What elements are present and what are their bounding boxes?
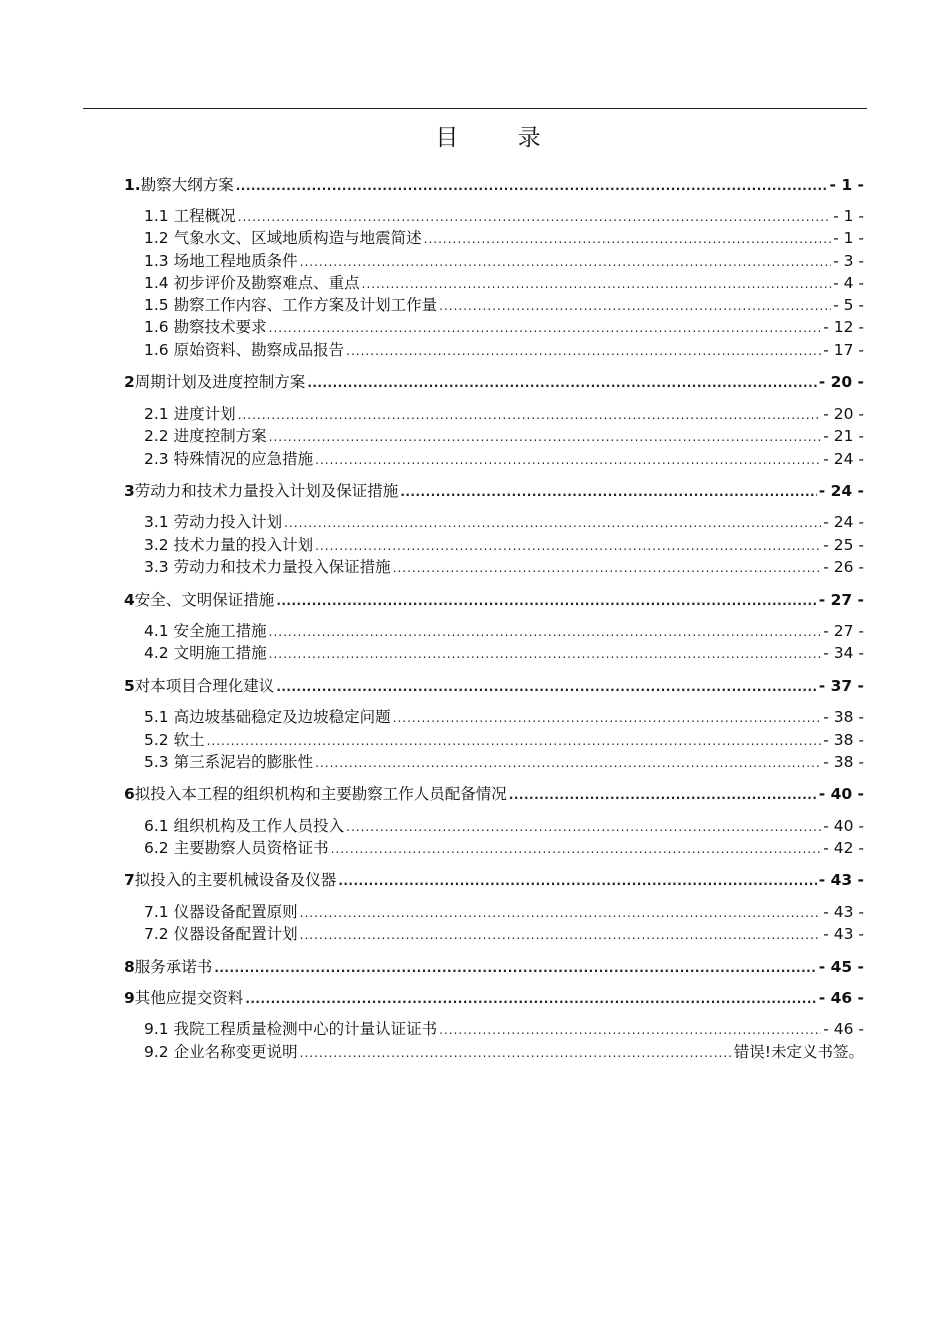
toc-entry[interactable]: 9.2 企业名称变更说明 ..... 错误!未定义书签。 — [144, 1041, 864, 1063]
toc-entry[interactable]: 4 安全、文明保证措施 ..... - 27 - — [124, 589, 864, 611]
toc-entry[interactable]: 5.3 第三系泥岩的膨胀性 ..... - 38 - — [144, 751, 864, 773]
toc-entry[interactable]: 1. 勘察大纲方案 ..... - 1 - — [124, 174, 864, 196]
toc-entry[interactable]: 8 服务承诺书 ..... - 45 - — [124, 956, 864, 978]
toc-entry[interactable]: 6.2 主要勘察人员资格证书 ..... - 42 - — [144, 837, 864, 859]
toc-entry[interactable]: 7.2 仪器设备配置计划 ..... - 43 - — [144, 923, 864, 945]
toc-entry[interactable]: 3 劳动力和技术力量投入计划及保证措施 ..... - 24 - — [124, 480, 864, 502]
toc-entry[interactable]: 5 对本项目合理化建议 ..... - 37 - — [124, 675, 864, 697]
toc-entry[interactable]: 3.1 劳动力投入计划 ..... - 24 - — [144, 511, 864, 533]
toc-entry[interactable]: 9.1 我院工程质量检测中心的计量认证证书 ..... - 46 - — [144, 1018, 864, 1040]
toc-entry[interactable]: 4.1 安全施工措施 ..... - 27 - — [144, 620, 864, 642]
toc-entry[interactable]: 9 其他应提交资料 ..... - 46 - — [124, 987, 864, 1009]
toc-entry[interactable]: 7.1 仪器设备配置原则 ..... - 43 - — [144, 901, 864, 923]
toc-entry[interactable]: 5.2 软土 ..... - 38 - — [144, 729, 864, 751]
toc-entry[interactable]: 1.6 勘察技术要求 ..... - 12 - — [144, 316, 864, 338]
toc-entry[interactable]: 1.5 勘察工作内容、工作方案及计划工作量 ..... - 5 - — [144, 294, 864, 316]
toc-entry[interactable]: 1.1 工程概况 ..... - 1 - — [144, 205, 864, 227]
toc-entry[interactable]: 2.3 特殊情况的应急措施 ..... - 24 - — [144, 448, 864, 470]
toc-entry[interactable]: 1.6 原始资料、勘察成品报告 ..... - 17 - — [144, 339, 864, 361]
toc-entry[interactable]: 7 拟投入的主要机械设备及仪器 ..... - 43 - — [124, 869, 864, 891]
toc-entry[interactable]: 6 拟投入本工程的组织机构和主要勘察工作人员配备情况 ..... - 40 - — [124, 783, 864, 805]
toc-entry[interactable]: 2.1 进度计划 ..... - 20 - — [144, 403, 864, 425]
toc-entry[interactable]: 1.3 场地工程地质条件 ..... - 3 - — [144, 250, 864, 272]
toc-entry[interactable]: 3.3 劳动力和技术力量投入保证措施 ..... - 26 - — [144, 556, 864, 578]
header-rule — [83, 108, 867, 109]
toc-entry[interactable]: 1.2 气象水文、区域地质构造与地震简述 ..... - 1 - — [144, 227, 864, 249]
toc-entry[interactable]: 1.4 初步评价及勘察难点、重点 ..... - 4 - — [144, 272, 864, 294]
toc-title: 目 录 — [435, 125, 567, 151]
toc-entry[interactable]: 6.1 组织机构及工作人员投入 ..... - 40 - — [144, 815, 864, 837]
toc-entry[interactable]: 4.2 文明施工措施 ..... - 34 - — [144, 642, 864, 664]
toc-entry[interactable]: 3.2 技术力量的投入计划 ..... - 25 - — [144, 534, 864, 556]
toc-entry[interactable]: 2.2 进度控制方案 ..... - 21 - — [144, 425, 864, 447]
toc-entry[interactable]: 5.1 高边坡基础稳定及边坡稳定问题 ..... - 38 - — [144, 706, 864, 728]
toc-entry[interactable]: 2 周期计划及进度控制方案 ..... - 20 - — [124, 371, 864, 393]
